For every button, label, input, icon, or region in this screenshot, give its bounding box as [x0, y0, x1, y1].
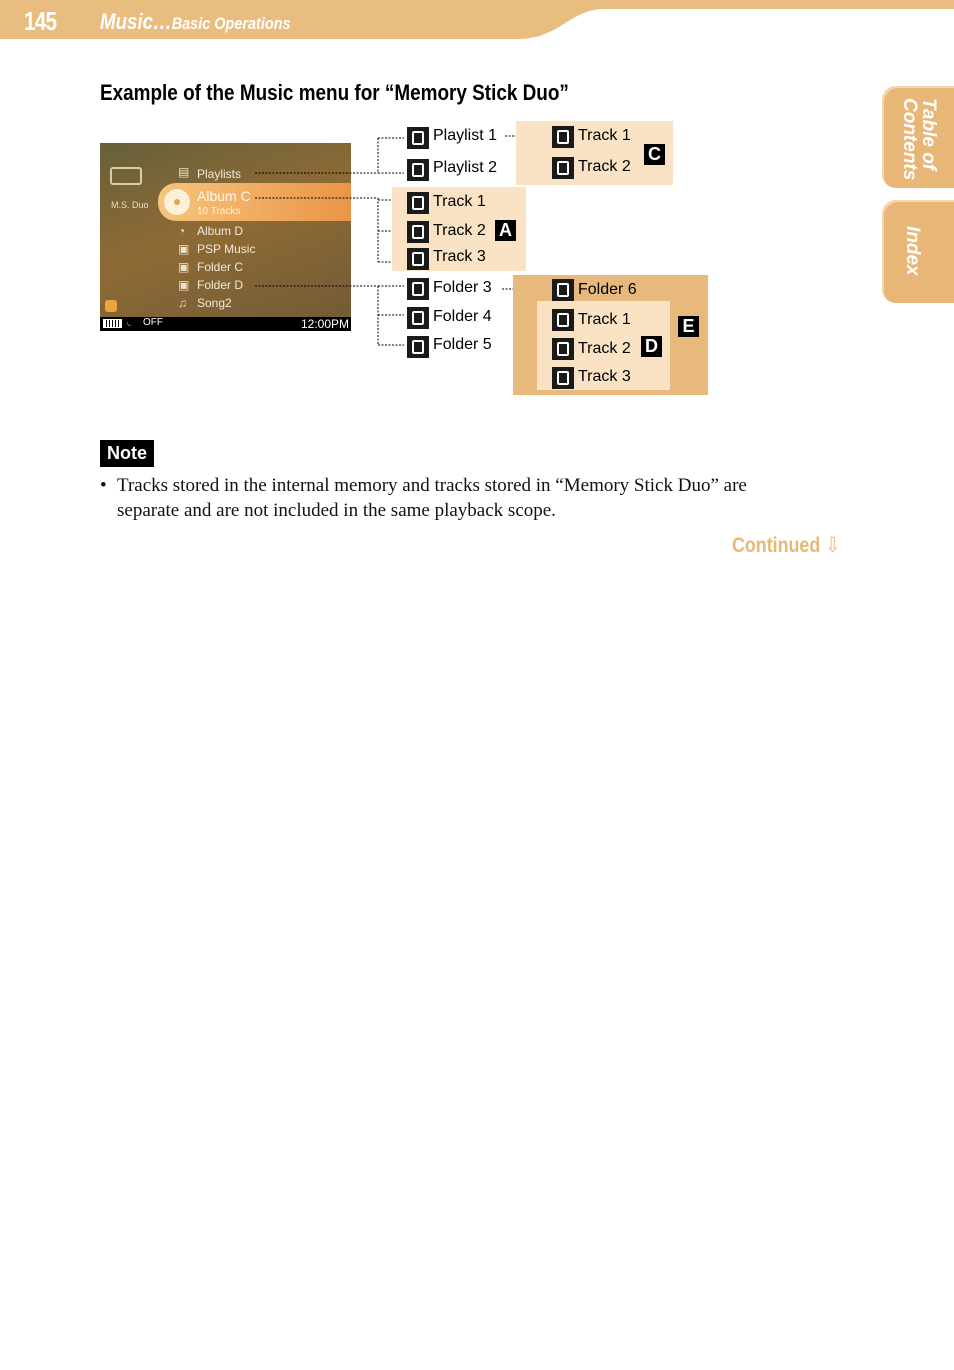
- tree-playlist-1: Playlist 1: [433, 127, 498, 144]
- tree-c-track-1: Track 1: [578, 127, 631, 144]
- tree-folder-3: Folder 3: [433, 279, 492, 296]
- track-icon: [552, 367, 574, 389]
- folder-d-icon: ▣: [178, 278, 190, 292]
- menu-item-album-c[interactable]: Album C: [197, 188, 251, 204]
- album-d-icon: ◔: [178, 224, 186, 238]
- page-number: 145: [24, 6, 57, 36]
- continued-link[interactable]: [732, 533, 840, 558]
- psp-music-folder-icon: ▣: [178, 242, 190, 256]
- menu-item-track-count: 10 Tracks: [197, 206, 241, 217]
- continued-label: Continued: [732, 534, 821, 557]
- tree-folder-4: Folder 4: [433, 308, 492, 325]
- example-heading: Example of the Music menu for “Memory Stick Duo”: [100, 80, 569, 105]
- badge-e: E: [678, 316, 699, 337]
- playlist-icon: [407, 127, 429, 149]
- menu-item-psp-music[interactable]: PSP Music: [197, 242, 256, 256]
- tree-a-track-2: Track 2: [433, 222, 486, 239]
- section-name: Music: [100, 9, 154, 34]
- badge-c: C: [644, 144, 665, 165]
- wireless-status: OFF: [143, 317, 163, 328]
- tree-c-track-2: Track 2: [578, 158, 631, 175]
- track-icon: [407, 248, 429, 270]
- index-tab-label: Index: [902, 226, 923, 276]
- down-arrow-icon: ⇩: [825, 534, 841, 557]
- tree-d-track-1: Track 1: [578, 311, 631, 328]
- note-label: Note: [100, 440, 154, 467]
- menu-item-folder-d[interactable]: Folder D: [197, 278, 244, 292]
- track-icon: [407, 192, 429, 214]
- playlist-icon: [407, 159, 429, 181]
- track-icon: [552, 309, 574, 331]
- tree-playlist-2: Playlist 2: [433, 159, 498, 176]
- toc-label-text: Table of Contents: [899, 98, 939, 181]
- menu-item-song2[interactable]: Song2: [197, 296, 232, 310]
- folder-icon: [407, 336, 429, 358]
- tree-folder-6: Folder 6: [578, 281, 637, 298]
- menu-item-playlists[interactable]: Playlists: [197, 167, 242, 181]
- note-bullet: •: [100, 475, 107, 496]
- folder-icon: [407, 307, 429, 329]
- folder-icon: [552, 279, 574, 301]
- track-icon: [552, 126, 574, 148]
- tree-d-track-3: Track 3: [578, 368, 631, 385]
- menu-item-folder-c[interactable]: Folder C: [197, 260, 244, 274]
- subsection-name: Basic Operations: [171, 14, 291, 33]
- folder-c-icon: ▣: [178, 260, 190, 274]
- section-ellipsis: …: [153, 9, 172, 34]
- track-icon: [552, 338, 574, 360]
- folder-icon: [407, 278, 429, 300]
- playlists-icon: ▤: [178, 165, 190, 179]
- menu-item-album-d[interactable]: Album D: [197, 224, 244, 238]
- badge-a: A: [495, 220, 516, 241]
- badge-d: D: [641, 336, 662, 357]
- track-icon: [552, 157, 574, 179]
- tree-folder-5: Folder 5: [433, 336, 492, 353]
- note-text: [100, 473, 800, 523]
- tree-a-track-1: Track 1: [433, 193, 486, 210]
- clock: 12:00PM: [300, 317, 349, 331]
- tree-d-track-2: Track 2: [578, 340, 631, 357]
- wireless-icon: ◟: [127, 317, 131, 328]
- song-note-icon: ♫: [178, 296, 187, 310]
- note-body: Tracks stored in the internal memory and tracks stored in “Memory Stick Duo” are separate and are not included in the same playback scope.: [117, 475, 747, 521]
- track-icon: [407, 221, 429, 243]
- tree-a-track-3: Track 3: [433, 248, 486, 265]
- media-label: M.S. Duo: [111, 200, 149, 210]
